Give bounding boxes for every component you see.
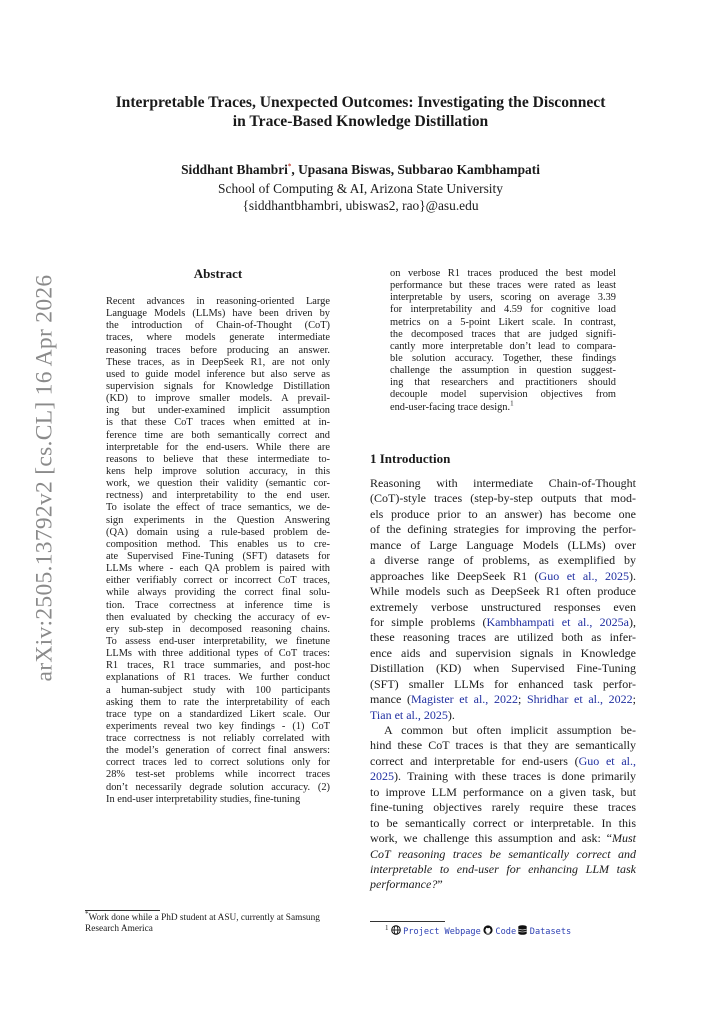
intro-line: (SFT) smaller LLMs for enhanced task perfor-: [370, 676, 636, 691]
abstract-last-line: [390, 399, 616, 414]
intro-line: fine-tuning objectives rarely require these traces: [370, 800, 636, 815]
abstract-line: either verifiably correct or incorrect CoT traces,: [106, 575, 330, 587]
abstract-line: on verbose R1 traces produced the best model: [390, 268, 616, 279]
abstract-line: decouple model supervision objectives from: [390, 389, 616, 401]
abstract-line: the decomposed traces that are judged signifi-: [390, 328, 616, 340]
intro-line: [370, 769, 636, 784]
abstract-last-text: end-user-facing trace design.: [390, 401, 511, 413]
abstract-line: the introduction of Chain-of-Thought (CoT): [106, 320, 330, 332]
intro-text: approaches like DeepSeek R1 (: [370, 568, 539, 583]
author-footnote-mark[interactable]: *: [287, 162, 292, 171]
intro-text: ;: [517, 692, 527, 707]
citation-link[interactable]: Shridhar et al., 2022: [527, 692, 633, 707]
abstract-line: traces, where models generate intermediate: [106, 332, 330, 344]
intro-line: [370, 615, 636, 630]
abstract-line: asking them to rate the interpretability of each: [106, 696, 330, 708]
intro-line: mance of Large Language Models (LLMs) over: [370, 537, 636, 552]
code-link[interactable]: Code: [495, 927, 517, 937]
abstract-line: LLMs with three additional types of CoT traces:: [106, 648, 330, 660]
github-icon: [483, 925, 493, 939]
abstract-line: ing that researchers and practitioners should: [390, 377, 616, 389]
abstract-line: ble solution accuracy. Together, these findings: [390, 352, 616, 364]
abstract-line: These traces, as in DeepSeek R1, are not only: [106, 356, 330, 368]
title-line-2: in Trace-Based Knowledge Distillation: [232, 113, 489, 130]
intro-line: [370, 708, 636, 723]
abstract-line: don’t necessarily degrade solution accuracy. (2): [106, 781, 330, 793]
author-first: Siddhant Bhambri: [181, 162, 288, 177]
footnote-rule-right: [370, 921, 445, 922]
intro-text: correct and interpretable for end-users (: [370, 753, 579, 768]
abstract-line: work, we question their validity (semantic cor-: [106, 478, 330, 490]
intro-line: ence aids and supervision signals in Knowledge: [370, 645, 636, 660]
abstract-line: R1 traces, R1 trace summaries, and post-hoc: [106, 660, 330, 672]
abstract-line: the model’s generation of correct final answers:: [106, 745, 330, 757]
intro-line: to be semantically correct or interpretable. In this: [370, 815, 636, 830]
globe-icon: [391, 925, 401, 939]
abstract-line: ference time are both semantically correct and: [106, 429, 330, 441]
intro-text: ;: [632, 692, 636, 707]
abstract-left-column: [106, 296, 330, 806]
footnote-work-text: Work done while a PhD student at ASU, currently at Samsung Research America: [85, 913, 320, 935]
intro-text: for simple problems (: [370, 614, 487, 629]
abstract-line: (QA) domain using a rule-based problem de-: [106, 526, 330, 538]
intro-line: these reasoning traces are utilized both as infer-: [370, 630, 636, 645]
footnote-rule-left: [85, 910, 160, 911]
citation-link[interactable]: 2025: [370, 769, 394, 784]
abstract-line: sign experiments in the Question Answering: [106, 514, 330, 526]
project-webpage-link[interactable]: Project Webpage: [403, 927, 481, 937]
intro-line: a diverse range of problems, as exemplified by: [370, 553, 636, 568]
abstract-line: kens help improve solution accuracy, in this: [106, 465, 330, 477]
abstract-line: Language Models (LLMs) have been driven by: [106, 308, 330, 320]
abstract-line: trace type on a standardized Likert scale. Our: [106, 708, 330, 720]
title-line-1: Interpretable Traces, Unexpected Outcomes: Investigating the Disconnect: [115, 94, 606, 111]
abstract-line: LLMs where - each QA problem is paired with: [106, 563, 330, 575]
abstract-line: composition method. This enables us to cre-: [106, 538, 330, 550]
abstract-line: supervision signals for Knowledge Distillation: [106, 380, 330, 392]
citation-link[interactable]: Guo et al., 2025: [538, 568, 629, 583]
footnote-links: [385, 925, 571, 939]
abstract-line: tion. Trace correctness at inference time is: [106, 599, 330, 611]
paper-title: [70, 93, 651, 131]
intro-text: ).: [629, 568, 636, 583]
abstract-line: ing but under-examined implicit assumption: [106, 405, 330, 417]
abstract-line: performance but these traces were rated as least: [390, 280, 616, 292]
abstract-line: experiments reveal two key findings - (1) CoT: [106, 720, 330, 732]
intro-line: [370, 754, 636, 769]
abstract-line: used to guide model inference but also serve as: [106, 368, 330, 380]
abstract-heading: Abstract: [193, 266, 243, 281]
abstract-line: rectness) and interpretability to the end user.: [106, 490, 330, 502]
author-list: [70, 162, 651, 178]
introduction-body: [370, 476, 636, 893]
citation-link[interactable]: Guo et al.,: [578, 753, 636, 768]
intro-line: els produce prior to an answer) has become one: [370, 506, 636, 521]
abstract-line: (KD) to improve smaller models. A prevail-: [106, 393, 330, 405]
intro-line: [370, 692, 636, 707]
affiliation: School of Computing & AI, Arizona State University: [218, 181, 503, 196]
abstract-line: To isolate the effect of trace semantics, we de-: [106, 502, 330, 514]
intro-line: [370, 831, 636, 846]
author-emails: {siddhantbhambri, ubiswas2, rao}@asu.edu: [242, 198, 479, 213]
abstract-line: correct traces led to correct solutions only for: [106, 757, 330, 769]
intro-text: ),: [628, 614, 636, 629]
abstract-line: challenge the assumption in question suggest-: [390, 365, 616, 377]
affiliation-block: [70, 180, 651, 214]
abstract-line: a human-subject study with 100 participants: [106, 684, 330, 696]
abstract-right-column: [390, 268, 616, 402]
intro-italic-text: performance?: [370, 877, 438, 892]
abstract-line: ery sub-step in decomposed reasoning chains.: [106, 623, 330, 635]
intro-line: [370, 569, 636, 584]
abstract-line: for interpretability and 4.59 for cognitive load: [390, 304, 616, 316]
intro-line: of the defining strategies for improving the perfor-: [370, 522, 636, 537]
intro-line: (CoT)-style traces (step-by-step outputs that mod-: [370, 491, 636, 506]
intro-italic-text: Must: [612, 831, 636, 846]
intro-line: CoT reasoning traces be semantically correct and: [370, 846, 636, 861]
citation-link[interactable]: Tian et al., 2025: [370, 707, 448, 722]
abstract-line: cantly more interpretable don’t lead to compara-: [390, 340, 616, 352]
abstract-line: ate Supervised Fine-Tuning (SFT) datasets for: [106, 550, 330, 562]
abstract-line: reasons to believe that these intermediate to-: [106, 453, 330, 465]
citation-link[interactable]: Magister et al., 2022: [410, 692, 518, 707]
abstract-line: reasoning traces before producing an answer.: [106, 344, 330, 356]
abstract-line: explanations of R1 traces. We further conduct: [106, 672, 330, 684]
datasets-link[interactable]: Datasets: [529, 927, 572, 937]
intro-text: ). Training with these traces is done primarily: [394, 769, 636, 784]
intro-line: interpretable to end-user for enhancing LLM task: [370, 861, 636, 876]
citation-link[interactable]: Kambhampati et al., 2025a: [486, 614, 629, 629]
abstract-line: then evaluated by checking the accuracy of ev-: [106, 611, 330, 623]
intro-text: ”: [437, 877, 443, 892]
intro-line: While models such as DeepSeek R1 often produce: [370, 584, 636, 599]
intro-line: extremely verbose unstructured responses even: [370, 599, 636, 614]
abstract-line: interpretable by users, scoring on average 3.39: [390, 292, 616, 304]
abstract-line: In end-user interpretability studies, fine-tuning: [106, 793, 301, 805]
intro-line: to improve LLM performance on a given task, but: [370, 784, 636, 799]
intro-line: hind these CoT traces is that they are semantically: [370, 738, 636, 753]
intro-line: Reasoning with intermediate Chain-of-Thought: [370, 476, 636, 490]
footnote-mark: *: [85, 909, 89, 918]
footnote-mark: 1: [385, 923, 389, 932]
abstract-line: metrics on a 5-point Likert scale. In contrast,: [390, 316, 616, 328]
abstract-footnote-mark[interactable]: 1: [510, 399, 514, 408]
abstract-line: 28% test-set problems while incorrect traces: [106, 769, 330, 781]
abstract-line: Recent advances in reasoning-oriented Large: [106, 296, 330, 307]
abstract-line: while always providing the correct final solu-: [106, 587, 330, 599]
abstract-line: is that these CoT traces when emitted at in-: [106, 417, 330, 429]
intro-line: Distillation (KD) when Supervised Fine-Tuning: [370, 661, 636, 676]
intro-line: A common but often implicit assumption be-: [384, 723, 636, 737]
intro-line: [370, 877, 636, 892]
abstract-line: interpretable for the end-users. While there are: [106, 441, 330, 453]
section-heading-introduction: 1 Introduction: [370, 451, 451, 466]
abstract-line: trace correctness is not reliably correlated with: [106, 733, 330, 745]
arxiv-identifier: arXiv:2505.13792v2 [cs.CL] 16 Apr 2026: [31, 274, 58, 682]
intro-text: ).: [447, 707, 455, 722]
abstract-line: To assess end-user interpretability, we finetune: [106, 635, 330, 647]
footnote-work: [85, 909, 355, 936]
intro-text: work, we challenge this assumption and ask: “: [370, 831, 612, 846]
database-icon: [518, 925, 527, 939]
intro-text: mance (: [370, 692, 411, 707]
author-rest: , Upasana Biswas, Subbarao Kambhampati: [291, 162, 540, 177]
